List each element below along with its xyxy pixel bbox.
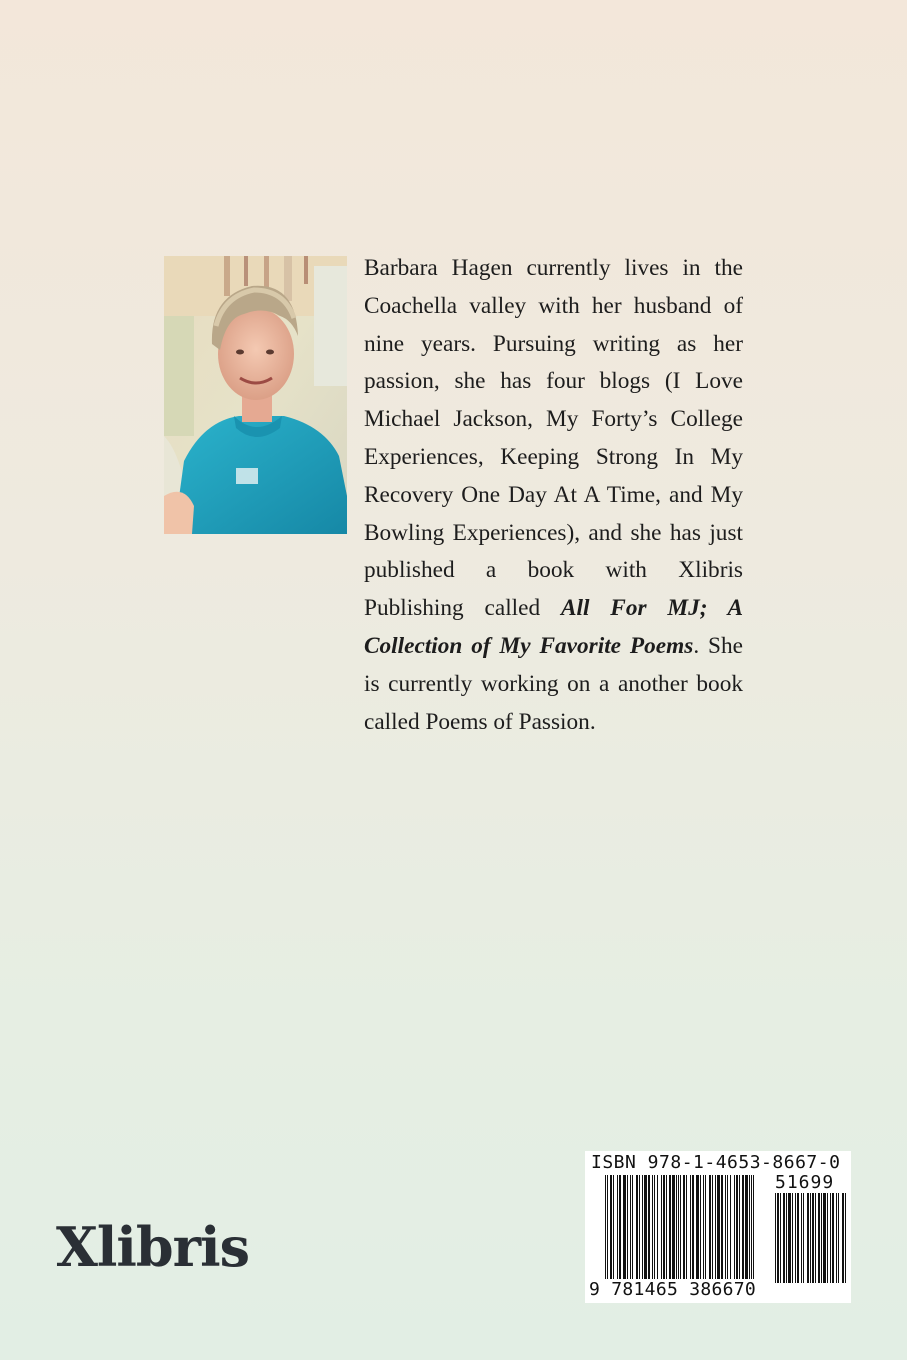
barcode-bar [801, 1193, 802, 1283]
barcode-bar [666, 1175, 667, 1281]
barcode-bar [627, 1175, 628, 1281]
barcode-bar [657, 1175, 658, 1281]
barcode-bar [823, 1193, 826, 1283]
price-code: 51699 [775, 1172, 835, 1193]
barcode-bar [795, 1193, 796, 1283]
barcode-bar [783, 1193, 785, 1283]
barcode-bar [632, 1175, 633, 1281]
barcode-bar [836, 1193, 837, 1283]
isbn-barcode [585, 1151, 851, 1303]
barcode-bar [703, 1175, 704, 1281]
barcode-bar [678, 1175, 679, 1281]
publisher-logo: Xlibris [56, 1215, 250, 1279]
barcode-bar [642, 1175, 643, 1281]
barcode-bar [734, 1175, 735, 1281]
barcode-bar [619, 1175, 621, 1281]
barcode-bar [751, 1175, 752, 1281]
barcode-bar [683, 1175, 685, 1281]
barcode-bar [705, 1175, 706, 1281]
barcode-bar [712, 1175, 713, 1281]
bio-text: Barbara Hagen currently lives in the Coachella valley with her husband of nine years. Pursuing writing as her passion, she has four blogs (I Love Michael Jackson, My Forty’s College Experiences, Keeping Strong In My Recovery One Day At A Time, and My Bowling Experiences), and she has just published a book with Xlibris Publishing called [364, 255, 743, 622]
barcode-bar [807, 1193, 809, 1283]
barcode-bar [792, 1193, 793, 1283]
barcode-bar [663, 1175, 665, 1281]
barcode-bar [830, 1193, 831, 1283]
barcode-bar [736, 1175, 738, 1281]
barcode-bar [672, 1175, 675, 1281]
barcode-bar [644, 1175, 647, 1281]
barcode-bar [623, 1175, 626, 1281]
barcode-bar [845, 1193, 846, 1283]
barcode-bar [636, 1175, 638, 1281]
author-bio [364, 250, 743, 741]
barcode-bar [676, 1175, 677, 1281]
barcode-bar [842, 1193, 844, 1283]
ean-digits: 9 781465 386670 [589, 1279, 757, 1300]
barcode-bar [739, 1175, 740, 1281]
barcode-bar [686, 1175, 687, 1281]
barcode-bar [680, 1175, 681, 1281]
barcode-bar [803, 1193, 804, 1283]
barcode-bar [727, 1175, 728, 1281]
barcode-bar [654, 1175, 655, 1281]
barcode-bar [661, 1175, 662, 1281]
bio-text-end: . She is currently working on a another book called Poems of Passion. [364, 632, 743, 735]
barcode-bar [832, 1193, 834, 1283]
barcode-bar [715, 1175, 716, 1281]
barcode-bar [786, 1193, 787, 1283]
barcode-bar [812, 1193, 814, 1283]
barcode-bar [700, 1175, 701, 1281]
barcode-bar [775, 1193, 776, 1283]
barcode-bar [721, 1175, 723, 1281]
barcode-bar [613, 1175, 614, 1281]
barcode-bar [797, 1193, 799, 1283]
barcode-bar [648, 1175, 650, 1281]
barcode-bar [749, 1175, 750, 1281]
ean-bars [605, 1175, 755, 1281]
barcode-bar [788, 1193, 791, 1283]
barcode-bar [610, 1175, 612, 1281]
barcode-bar [810, 1193, 811, 1283]
isbn-label: ISBN 978-1-4653-8667-0 [591, 1152, 841, 1173]
addon-bars [775, 1193, 847, 1283]
barcode-bar [742, 1175, 744, 1281]
barcode-bar [630, 1175, 631, 1281]
barcode-bar [730, 1175, 731, 1281]
barcode-bar [838, 1193, 839, 1283]
barcode-bar [725, 1175, 726, 1281]
barcode-bar [605, 1175, 606, 1281]
barcode-bar [690, 1175, 691, 1281]
barcode-bar [745, 1175, 748, 1281]
barcode-bar [617, 1175, 618, 1281]
barcode-bar [818, 1193, 820, 1283]
barcode-bar [669, 1175, 671, 1281]
barcode-bar [692, 1175, 694, 1281]
barcode-bar [821, 1193, 822, 1283]
barcode-bar [753, 1175, 754, 1281]
book-title: All For MJ; A Collection of My Favorite Poems [364, 595, 743, 659]
author-photo [164, 256, 347, 534]
barcode-bar [709, 1175, 711, 1281]
barcode-bar [815, 1193, 816, 1283]
barcode-bar [717, 1175, 720, 1281]
barcode-bar [696, 1175, 699, 1281]
barcode-bar [777, 1193, 779, 1283]
barcode-bar [780, 1193, 781, 1283]
barcode-bar [827, 1193, 828, 1283]
barcode-bar [639, 1175, 640, 1281]
barcode-bar [652, 1175, 653, 1281]
barcode-bar [607, 1175, 608, 1281]
